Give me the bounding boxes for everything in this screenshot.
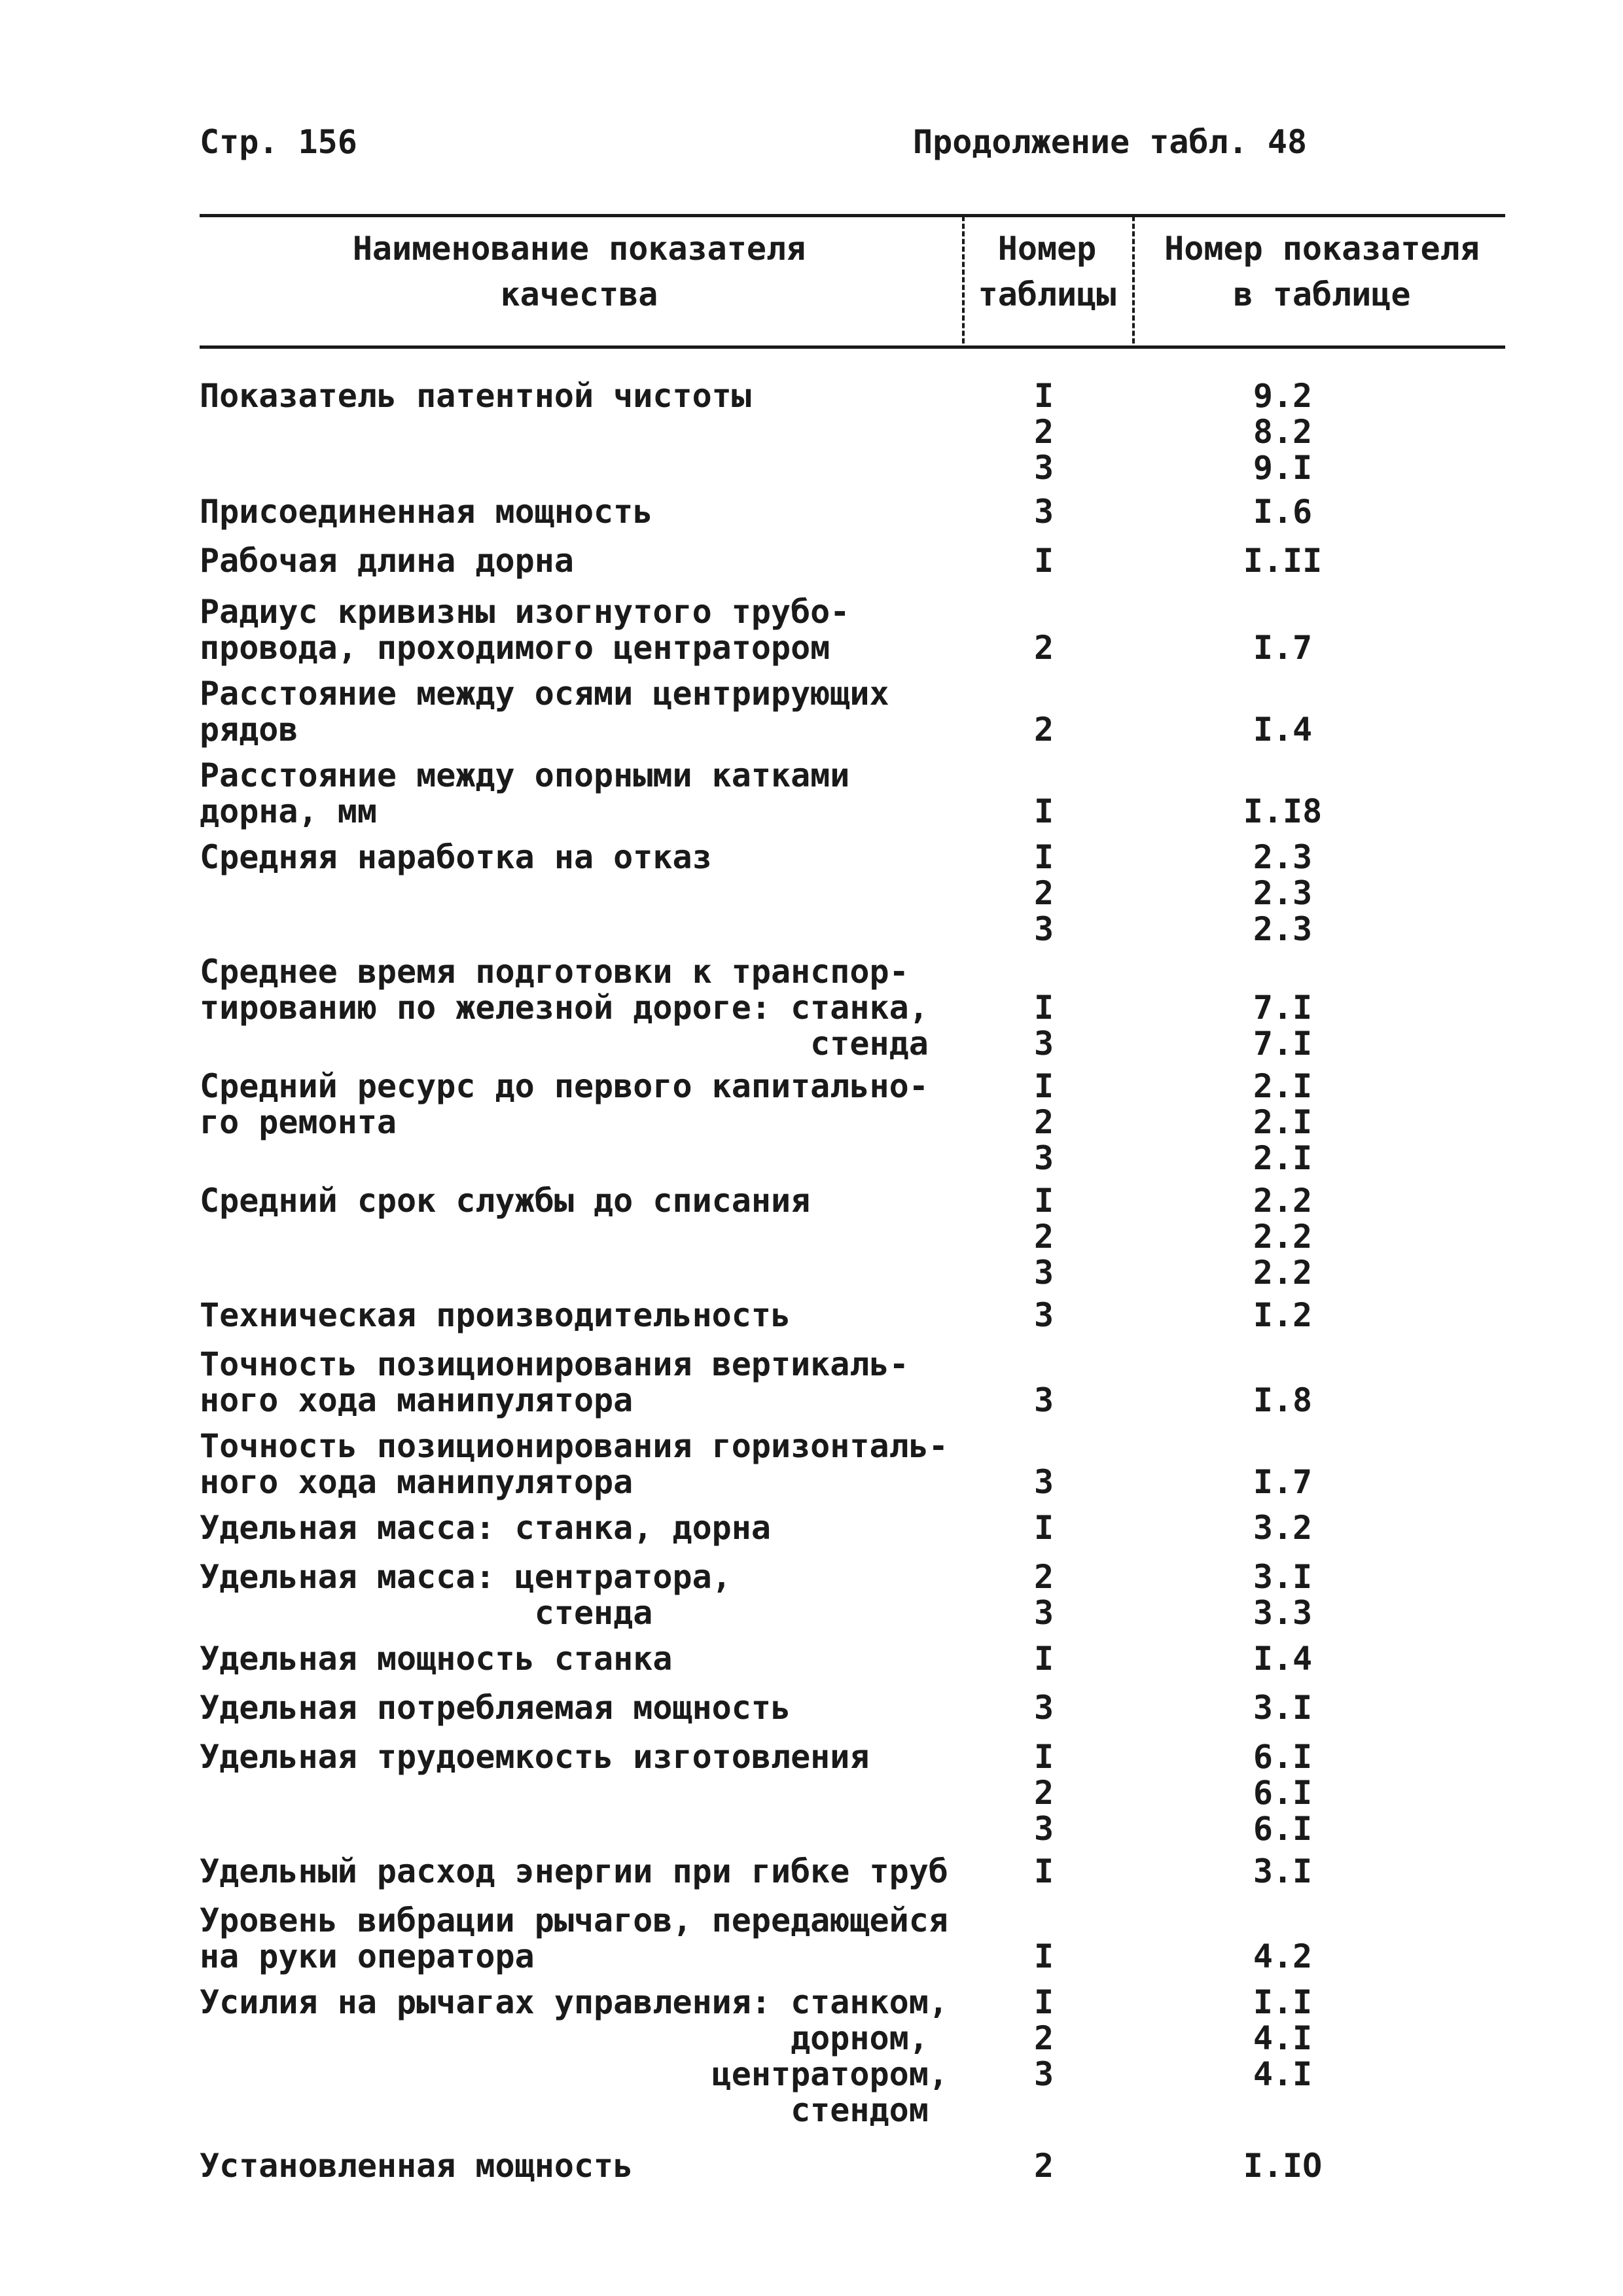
indicator-number: 2.3 2.3 2.3 (1253, 838, 1313, 948)
table-number: 3 (1033, 493, 1054, 531)
table-number: I 2 3 (1033, 1738, 1054, 1848)
indicator-name: Удельная масса: центратора, стенда (200, 1558, 732, 1632)
table-number: 2 (1033, 711, 1054, 749)
table-number: 3 (1033, 1689, 1054, 1727)
indicator-name: Среднее время подготовки к транспор- тированию по железной дороге: станка, стенда (200, 953, 929, 1063)
indicator-name: Рабочая длина дорна (200, 542, 574, 580)
table-header-rule (200, 345, 1505, 349)
table-number: 2 (1033, 629, 1054, 667)
table-number: I (1033, 1509, 1054, 1547)
column-separator (1132, 216, 1135, 344)
indicator-name: Удельный расход энергии при гибке труб (200, 1852, 948, 1890)
indicator-number: 3.I (1253, 1689, 1313, 1727)
indicator-number: I.7 (1253, 1463, 1313, 1501)
table-continuation-title: Продолжение табл. 48 (913, 123, 1308, 161)
indicator-number: I.I 4.I 4.I (1253, 1983, 1313, 2093)
indicator-name: Точность позиционирования вертикаль- ного хода манипулятора (200, 1345, 909, 1419)
indicator-number: 2.2 2.2 2.2 (1253, 1182, 1313, 1292)
column-header-name: Наименование показателя качества (352, 230, 806, 313)
indicator-name: Средняя наработка на отказ (200, 838, 712, 876)
indicator-number: I.8 (1253, 1381, 1313, 1419)
indicator-name: Средний ресурс до первого капитально- го ремонта (200, 1067, 929, 1141)
indicator-number: 4.2 (1253, 1937, 1313, 1975)
indicator-number: 2.I 2.I 2.I (1253, 1067, 1313, 1177)
indicator-number: I.4 (1253, 711, 1313, 749)
indicator-name: Точность позиционирования горизонталь- ного хода манипулятора (200, 1427, 948, 1501)
table-number: I 2 3 (1033, 377, 1054, 487)
indicator-name: Удельная масса: станка, дорна (200, 1509, 771, 1547)
table-number: I 2 3 (1033, 1182, 1054, 1292)
indicator-name: Расстояние между опорными катками дорна, мм (200, 756, 850, 830)
indicator-name: Расстояние между осями центрирующих рядов (200, 675, 889, 749)
indicator-number: I.IO (1243, 2147, 1323, 2185)
indicator-name: Радиус кривизны изогнутого трубо- провода, проходимого центратором (200, 593, 850, 667)
table-number: 2 (1033, 2147, 1054, 2185)
table-number: I (1033, 1640, 1054, 1678)
column-separator (962, 216, 965, 344)
indicator-number: 7.I 7.I (1253, 989, 1313, 1063)
indicator-number: I.I8 (1243, 792, 1323, 830)
page-number: Стр. 156 (200, 123, 357, 161)
table-number: 2 3 (1033, 1558, 1054, 1632)
indicator-number: I.4 (1253, 1640, 1313, 1678)
indicator-number: 9.2 8.2 9.I (1253, 377, 1313, 487)
table-number: I 2 3 (1033, 1983, 1054, 2093)
indicator-name: Установленная мощность (200, 2147, 633, 2185)
indicator-number: 3.2 (1253, 1509, 1313, 1547)
table-number: I (1033, 792, 1054, 830)
indicator-name: Показатель патентной чистоты (200, 377, 751, 415)
indicator-name: Удельная мощность станка (200, 1640, 673, 1678)
table-number: 3 (1033, 1463, 1054, 1501)
indicator-name: Удельная трудоемкость изготовления (200, 1738, 870, 1776)
column-header-indicator-number: Номер показателя в таблице (1164, 230, 1480, 313)
indicator-name: Усилия на рычагах управления: станком, дорном, центратором, стендом (200, 1983, 948, 2129)
table-number: 3 (1033, 1296, 1054, 1334)
table-number: I 2 3 (1033, 838, 1054, 948)
indicator-number: I.6 (1253, 493, 1313, 531)
indicator-number: 3.I (1253, 1852, 1313, 1890)
column-header-table-number: Номер таблицы (978, 230, 1116, 313)
table-number: I (1033, 1937, 1054, 1975)
table-number: I (1033, 1852, 1054, 1890)
indicator-number: I.II (1243, 542, 1323, 580)
indicator-name: Удельная потребляемая мощность (200, 1689, 791, 1727)
indicator-name: Присоединенная мощность (200, 493, 653, 531)
indicator-name: Техническая производительность (200, 1296, 791, 1334)
indicator-name: Уровень вибрации рычагов, передающейся на руки оператора (200, 1901, 948, 1975)
table-number: I 3 (1033, 989, 1054, 1063)
table-top-rule (200, 214, 1505, 217)
indicator-number: I.2 (1253, 1296, 1313, 1334)
indicator-name: Средний срок службы до списания (200, 1182, 811, 1220)
table-number: 3 (1033, 1381, 1054, 1419)
indicator-number: 3.I 3.3 (1253, 1558, 1313, 1632)
indicator-number: 6.I 6.I 6.I (1253, 1738, 1313, 1848)
indicator-number: I.7 (1253, 629, 1313, 667)
table-number: I 2 3 (1033, 1067, 1054, 1177)
table-number: I (1033, 542, 1054, 580)
